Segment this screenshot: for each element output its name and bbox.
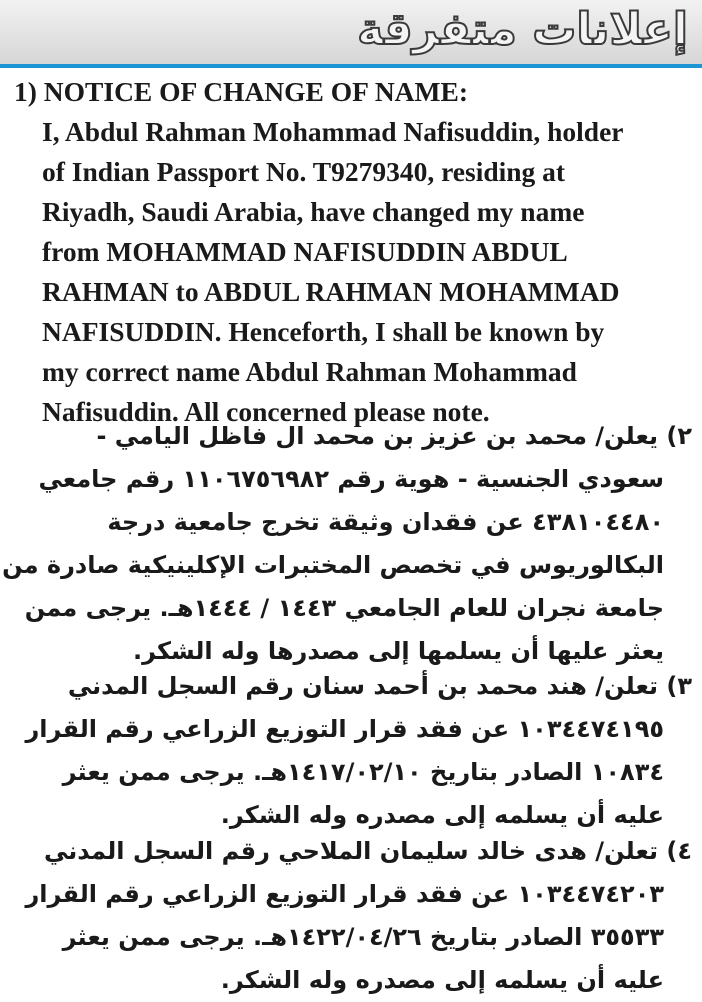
notice-4-line: ١٠٣٤٤٧٤٢٠٣ عن فقد قرار التوزيع الزراعي رقم القرار bbox=[25, 880, 664, 908]
notice-3-line: ١٠٨٣٤ الصادر بتاريخ ١٤١٧/٠٢/١٠هـ. يرجى ممن يعثر bbox=[62, 758, 664, 786]
notice-1-line: my correct name Abdul Rahman Mohammad bbox=[42, 356, 577, 387]
notice-2-line: ٢) يعلن/ محمد بن عزيز بن محمد ال فاظل اليامي - bbox=[96, 422, 692, 450]
notice-1-line: of Indian Passport No. T9279340, residing at bbox=[42, 156, 566, 187]
notice-2-line: جامعة نجران للعام الجامعي ١٤٤٣ / ١٤٤٤هـ. يرجى ممن bbox=[24, 594, 664, 622]
notice-1-line: RAHMAN to ABDUL RAHMAN MOHAMMAD bbox=[42, 276, 620, 307]
notice-2-line: يعثر عليها أن يسلمها إلى مصدرها وله الشكر. bbox=[132, 637, 664, 665]
notice-3-line: ٣) تعلن/ هند محمد بن أحمد سنان رقم السجل المدني bbox=[67, 672, 692, 700]
notice-4-line: عليه أن يسلمه إلى مصدره وله الشكر. bbox=[220, 966, 664, 994]
notice-2-line: البكالوريوس في تخصص المختبرات الإكلينيكية صادرة من bbox=[2, 551, 664, 579]
notice-2-line: سعودي الجنسية - هوية رقم ١١٠٦٧٥٦٩٨٢ رقم جامعي bbox=[38, 465, 664, 493]
notice-1-line: from MOHAMMAD NAFISUDDIN ABDUL bbox=[42, 236, 568, 267]
notice-3-line: عليه أن يسلمه إلى مصدره وله الشكر. bbox=[220, 801, 664, 829]
header-divider bbox=[0, 64, 702, 68]
notice-1-line: NAFISUDDIN. Henceforth, I shall be known by bbox=[42, 316, 605, 347]
notice-1-line: Riyadh, Saudi Arabia, have changed my name bbox=[42, 196, 585, 227]
notice-2-line: ٤٣٨١٠٤٤٨٠ عن فقدان وثيقة تخرج جامعية درجة bbox=[107, 508, 664, 536]
section-header bbox=[0, 0, 702, 64]
notice-1-line: Nafisuddin. All concerned please note. bbox=[42, 396, 490, 427]
notice-1-heading: 1) NOTICE OF CHANGE OF NAME: bbox=[14, 76, 468, 107]
notice-4-line: ٤) تعلن/ هدى خالد سليمان الملاحي رقم السجل المدني bbox=[44, 837, 692, 865]
section-title: إعلانات متفرقة bbox=[357, 4, 688, 55]
notice-3-line: ١٠٣٤٤٧٤١٩٥ عن فقد قرار التوزيع الزراعي رقم القرار bbox=[25, 715, 664, 743]
notice-4-line: ٣٥٥٣٣ الصادر بتاريخ ١٤٢٢/٠٤/٢٦هـ. يرجى ممن يعثر bbox=[62, 923, 664, 951]
notice-1-line: I, Abdul Rahman Mohammad Nafisuddin, holder bbox=[42, 116, 624, 147]
